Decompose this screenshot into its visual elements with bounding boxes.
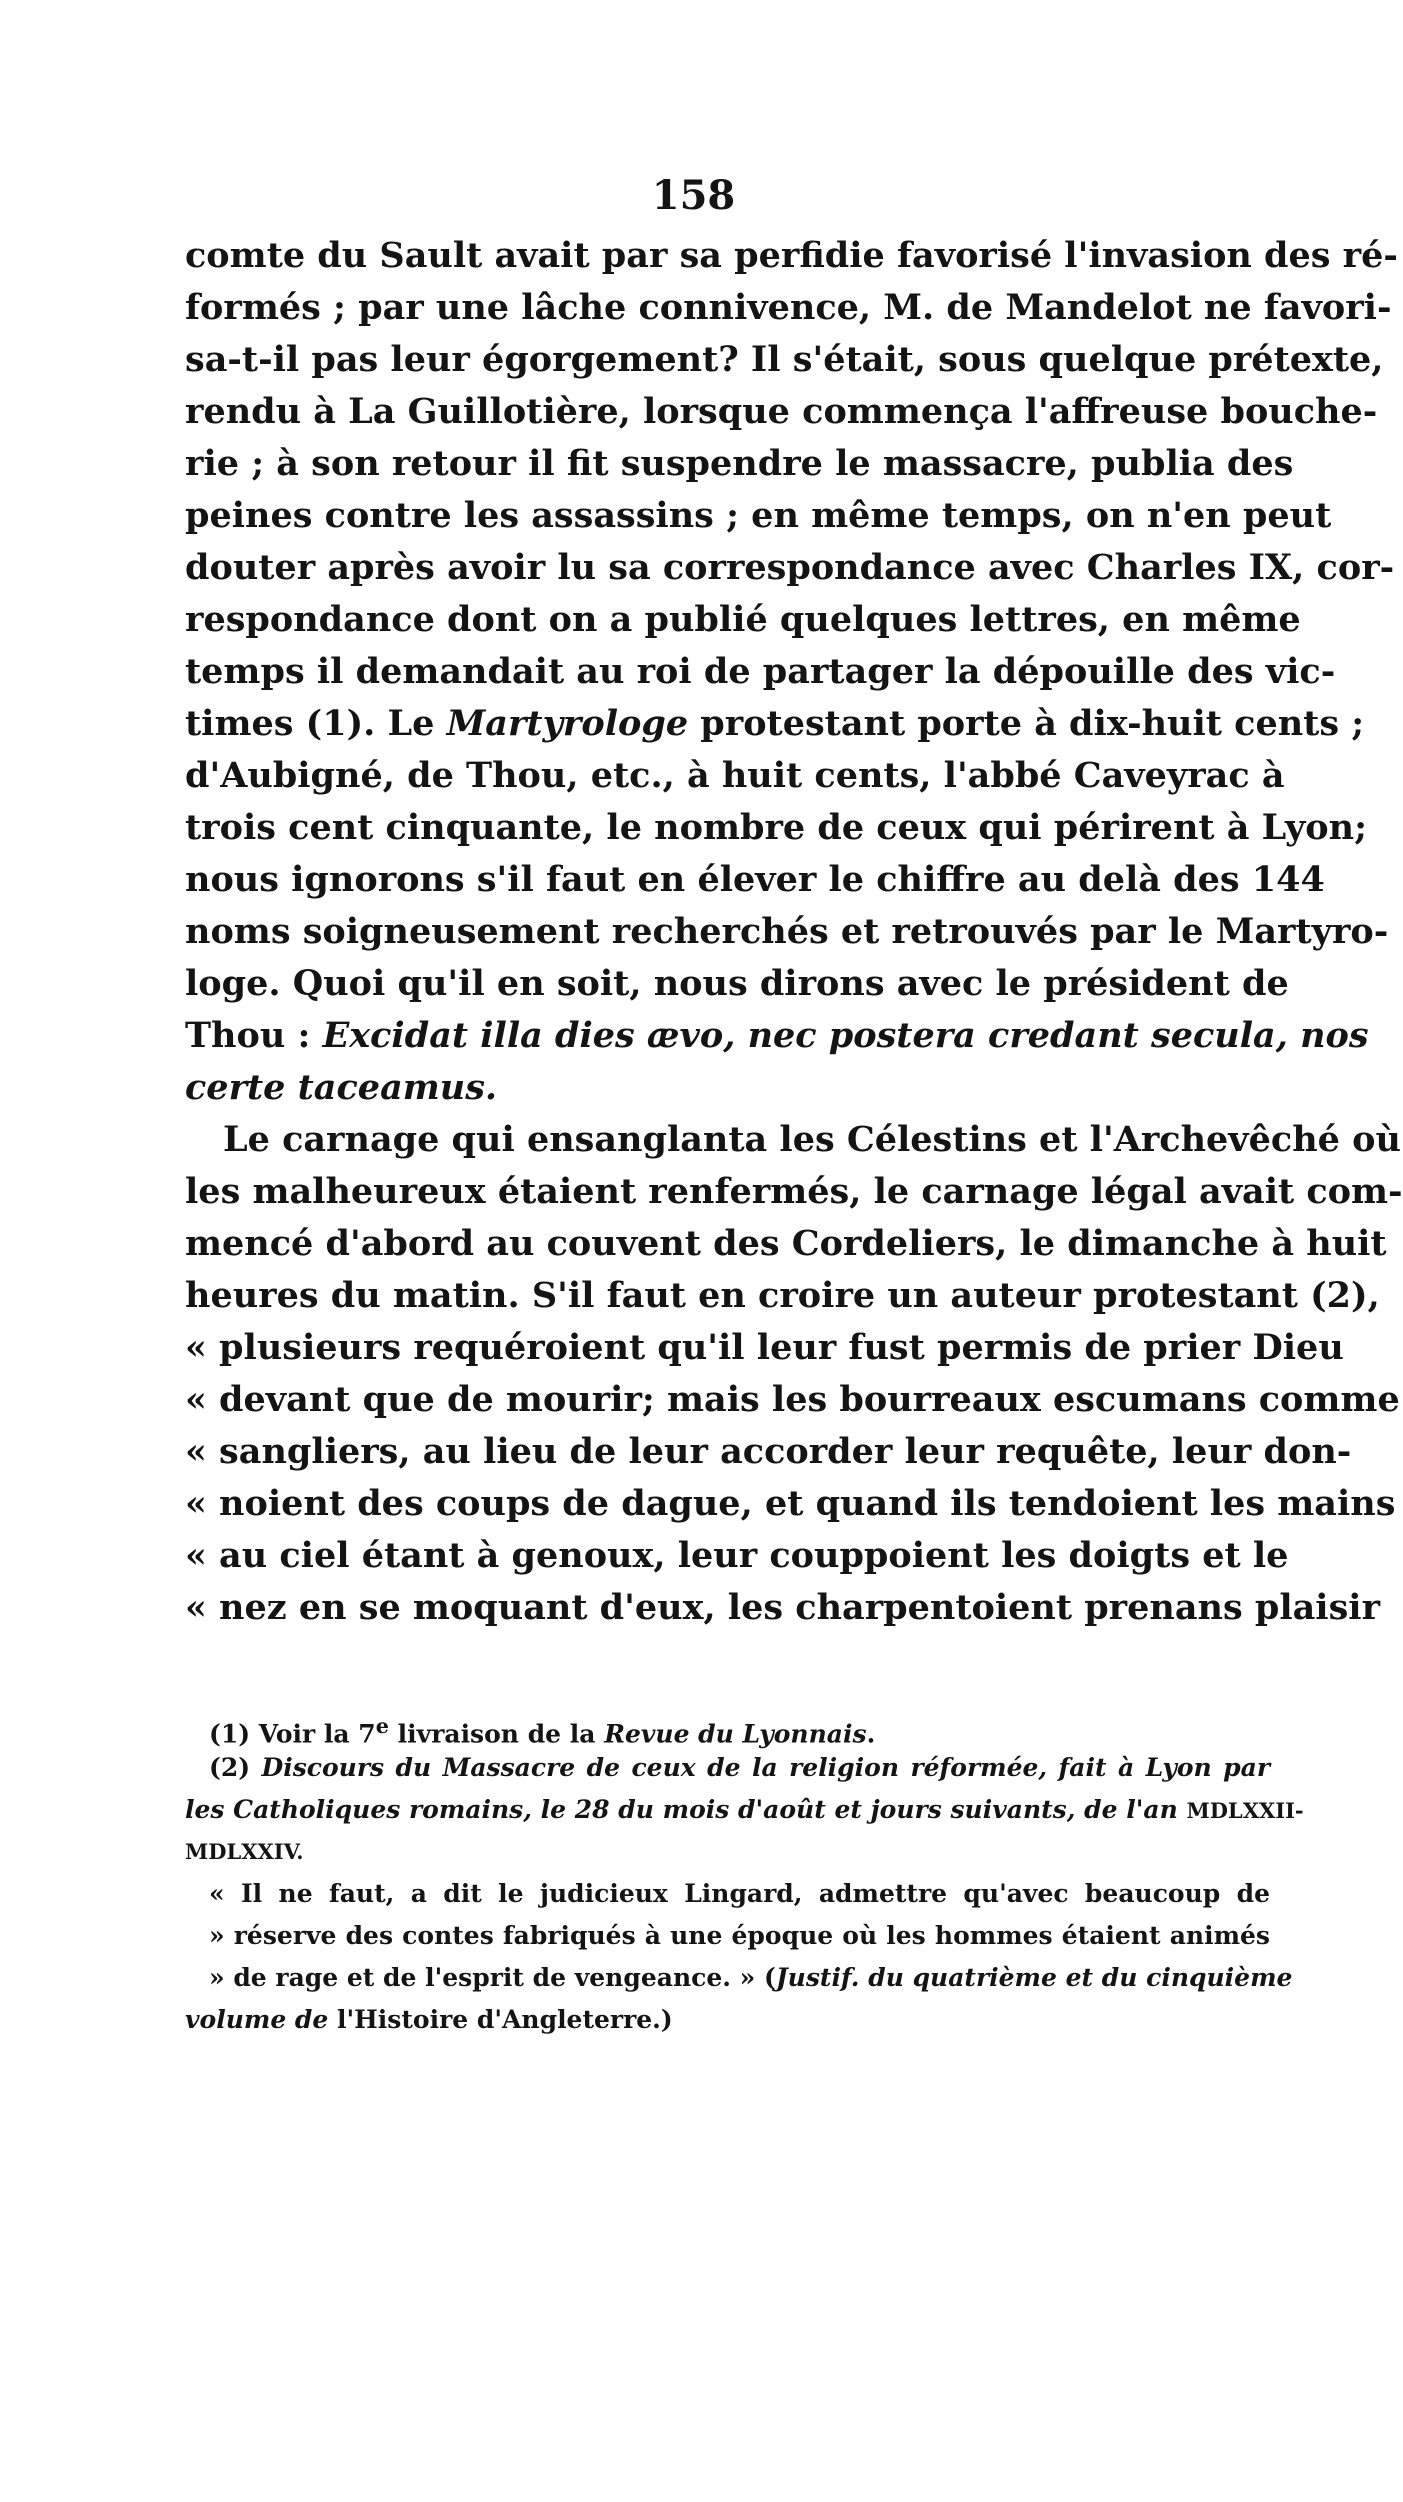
- text-line: noms soigneusement recherchés et retrouvés par le Martyro-: [185, 911, 1389, 952]
- text-segment: times (1). Le: [185, 703, 447, 744]
- italic-title: Martyrologe: [446, 703, 689, 744]
- text-line: douter après avoir lu sa correspondance avec Charles IX, cor-: [185, 547, 1395, 588]
- body-text: [185, 230, 1403, 1634]
- quote-footnote-line: [185, 1957, 1293, 1999]
- latin-quote: certe taceamus.: [185, 1067, 498, 1108]
- text-segment: Thou :: [185, 1015, 323, 1056]
- footnotes: [185, 1705, 1304, 2041]
- footnote-2-line: [185, 1789, 1304, 1831]
- text-line: heures du matin. S'il faut en croire un auteur protestant (2),: [185, 1275, 1380, 1316]
- source-reference: volume de: [185, 2005, 329, 2034]
- footnote-text: » de rage et de l'esprit de vengeance. » (: [209, 1963, 776, 1992]
- footnote-text: (2): [209, 1753, 262, 1782]
- quote-footnote-line: » réserve des contes fabriqués à une époque où les hommes étaient animés: [209, 1921, 1270, 1950]
- text-line: [185, 1062, 1270, 1114]
- page-number: 158: [651, 172, 736, 219]
- footnote-text: l'Histoire d'Angleterre.): [328, 2005, 673, 2034]
- latin-quote: Excidat illa dies ævo, nec postera credant secula, nos: [322, 1015, 1369, 1056]
- text-segment: protestant porte à dix-huit cents ;: [688, 703, 1365, 744]
- quote-footnote-line: « Il ne faut, a dit le judicieux Lingard, admettre qu'avec beaucoup de: [209, 1879, 1270, 1908]
- source-reference: Justif. du quatrième et du cinquième: [775, 1963, 1293, 1992]
- text-line: nous ignorons s'il faut en élever le chiffre au delà des 144: [185, 859, 1325, 900]
- text-line: formés ; par une lâche connivence, M. de Mandelot ne favori-: [185, 287, 1392, 328]
- text-line: les malheureux étaient renfermés, le carnage légal avait com-: [185, 1171, 1403, 1212]
- footnote-2-line: [185, 1747, 1270, 1789]
- quote-line: « nez en se moquant d'eux, les charpentoient prenans plaisir: [185, 1587, 1381, 1628]
- roman-numeral-year: MDLXXII-: [1186, 1798, 1304, 1823]
- footnote-1: [185, 1705, 1270, 1747]
- quote-footnote-line: [185, 1999, 1270, 2041]
- footnote-text: livraison de la: [388, 1719, 605, 1749]
- text-line: sa-t-il pas leur égorgement? Il s'était, sous quelque prétexte,: [185, 339, 1384, 380]
- paragraph-start-line: Le carnage qui ensanglanta les Célestins et l'Archevêché où: [223, 1119, 1401, 1160]
- quote-line: « sangliers, au lieu de leur accorder leur requête, leur don-: [185, 1431, 1352, 1472]
- text-line: respondance dont on a publié quelques lettres, en même: [185, 599, 1301, 640]
- text-line: [185, 1010, 1369, 1062]
- text-line: rie ; à son retour il fit suspendre le massacre, publia des: [185, 443, 1294, 484]
- text-line: trois cent cinquante, le nombre de ceux qui périrent à Lyon;: [185, 807, 1368, 848]
- text-line: d'Aubigné, de Thou, etc., à huit cents, l'abbé Caveyrac à: [185, 755, 1285, 796]
- text-line: mencé d'abord au couvent des Cordeliers, le dimanche à huit: [185, 1223, 1387, 1264]
- footnote-text: (1) Voir la 7: [209, 1719, 376, 1749]
- quote-line: « plusieurs requéroient qu'il leur fust permis de prier Dieu: [185, 1327, 1344, 1368]
- quote-line: « au ciel étant à genoux, leur couppoient les doigts et le: [185, 1535, 1289, 1576]
- text-line: comte du Sault avait par sa perfidie favorisé l'invasion des ré-: [185, 235, 1398, 276]
- quote-line: « noient des coups de dague, et quand ils tendoient les mains: [185, 1483, 1396, 1524]
- text-line: [185, 698, 1365, 750]
- quote-line: « devant que de mourir; mais les bourreaux escumans comme: [185, 1379, 1400, 1420]
- work-title: les Catholiques romains, le 28 du mois d'août et jours suivants, de l'an: [185, 1795, 1187, 1824]
- text-line: peines contre les assassins ; en même temps, on n'en peut: [185, 495, 1332, 536]
- work-title: Discours du Massacre de ceux de la religion réformée, fait à Lyon par: [261, 1753, 1270, 1782]
- text-line: rendu à La Guillotière, lorsque commença l'affreuse bouche-: [185, 391, 1378, 432]
- footnote-text: .: [866, 1719, 876, 1749]
- text-line: temps il demandait au roi de partager la dépouille des vic-: [185, 651, 1336, 692]
- text-line: loge. Quoi qu'il en soit, nous dirons avec le président de: [185, 963, 1289, 1004]
- superscript: e: [375, 1713, 389, 1738]
- footnote-2-line: MDLXXIV.: [185, 1839, 304, 1864]
- journal-title: Revue du Lyonnais: [604, 1719, 867, 1749]
